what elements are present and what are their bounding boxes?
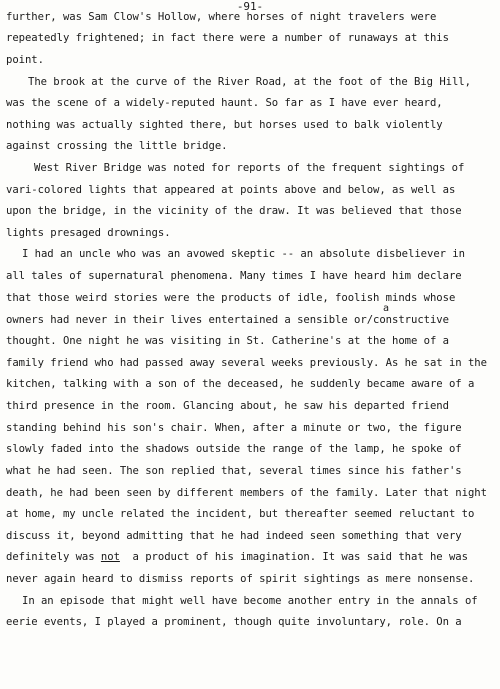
- text-line: vari-colored lights that appeared at points above and below, as well as: [6, 184, 456, 196]
- text-line: what he had seen. The son replied that, several times since his father's: [6, 465, 462, 477]
- text-line: owners had never in their lives entertained a sensible or/constructive: [6, 314, 449, 326]
- text-line: that those weird stories were the products of idle, foolish minds whose: [6, 292, 456, 304]
- text-line: family friend who had passed away several weeks previously. As he sat in the: [6, 357, 487, 369]
- text-line: at home, my uncle related the incident, but thereafter seemed reluctant to: [6, 508, 475, 520]
- text-line-not: [6, 550, 468, 564]
- text-line: eerie events, I played a prominent, though quite involuntary, role. On a: [6, 616, 462, 628]
- page-number: -91-: [236, 0, 264, 13]
- text-line: standing behind his son's chair. When, after a minute or two, the figure: [6, 422, 462, 434]
- text-line: discuss it, beyond admitting that he had indeed seen something that very: [6, 530, 462, 542]
- text-line: West River Bridge was noted for reports of the frequent sightings of: [34, 162, 465, 174]
- text-line: against crossing the little bridge.: [6, 140, 228, 152]
- text-line: upon the bridge, in the vicinity of the draw. It was believed that those: [6, 205, 462, 217]
- text-segment: definitely was: [6, 551, 101, 563]
- text-line: nothing was actually sighted there, but horses used to balk violently: [6, 119, 443, 131]
- text-line: slowly faded into the shadows outside the range of the lamp, he spoke of: [6, 443, 462, 455]
- text-line: In an episode that might well have become another entry in the annals of: [22, 595, 478, 607]
- text-line: lights presaged drownings.: [6, 227, 171, 239]
- text-line: I had an uncle who was an avowed skeptic -- an absolute disbeliever in: [22, 248, 465, 260]
- insertion-mark: a: [383, 303, 389, 314]
- text-segment: a product of his imagination. It was said that he was: [119, 551, 468, 563]
- text-line: was the scene of a widely-reputed haunt. So far as I have ever heard,: [6, 97, 443, 109]
- text-line: point.: [6, 54, 44, 66]
- text-line: repeatedly frightened; in fact there were a number of runaways at this: [6, 32, 449, 44]
- text-line: third presence in the room. Glancing about, he saw his departed friend: [6, 400, 449, 412]
- text-line: never again heard to dismiss reports of spirit sightings as mere nonsense.: [6, 573, 475, 585]
- text-line: death, he had been seen by different members of the family. Later that night: [6, 487, 487, 499]
- text-line: further, was Sam Clow's Hollow, where horses of night travelers were: [6, 11, 437, 23]
- text-line: thought. One night he was visiting in St. Catherine's at the home of a: [6, 335, 449, 347]
- text-line: all tales of supernatural phenomena. Many times I have heard him declare: [6, 270, 462, 282]
- text-line: The brook at the curve of the River Road, at the foot of the Big Hill,: [28, 76, 471, 88]
- underlined-word: not: [100, 551, 120, 563]
- text-line: kitchen, talking with a son of the deceased, he suddenly became aware of a: [6, 378, 475, 390]
